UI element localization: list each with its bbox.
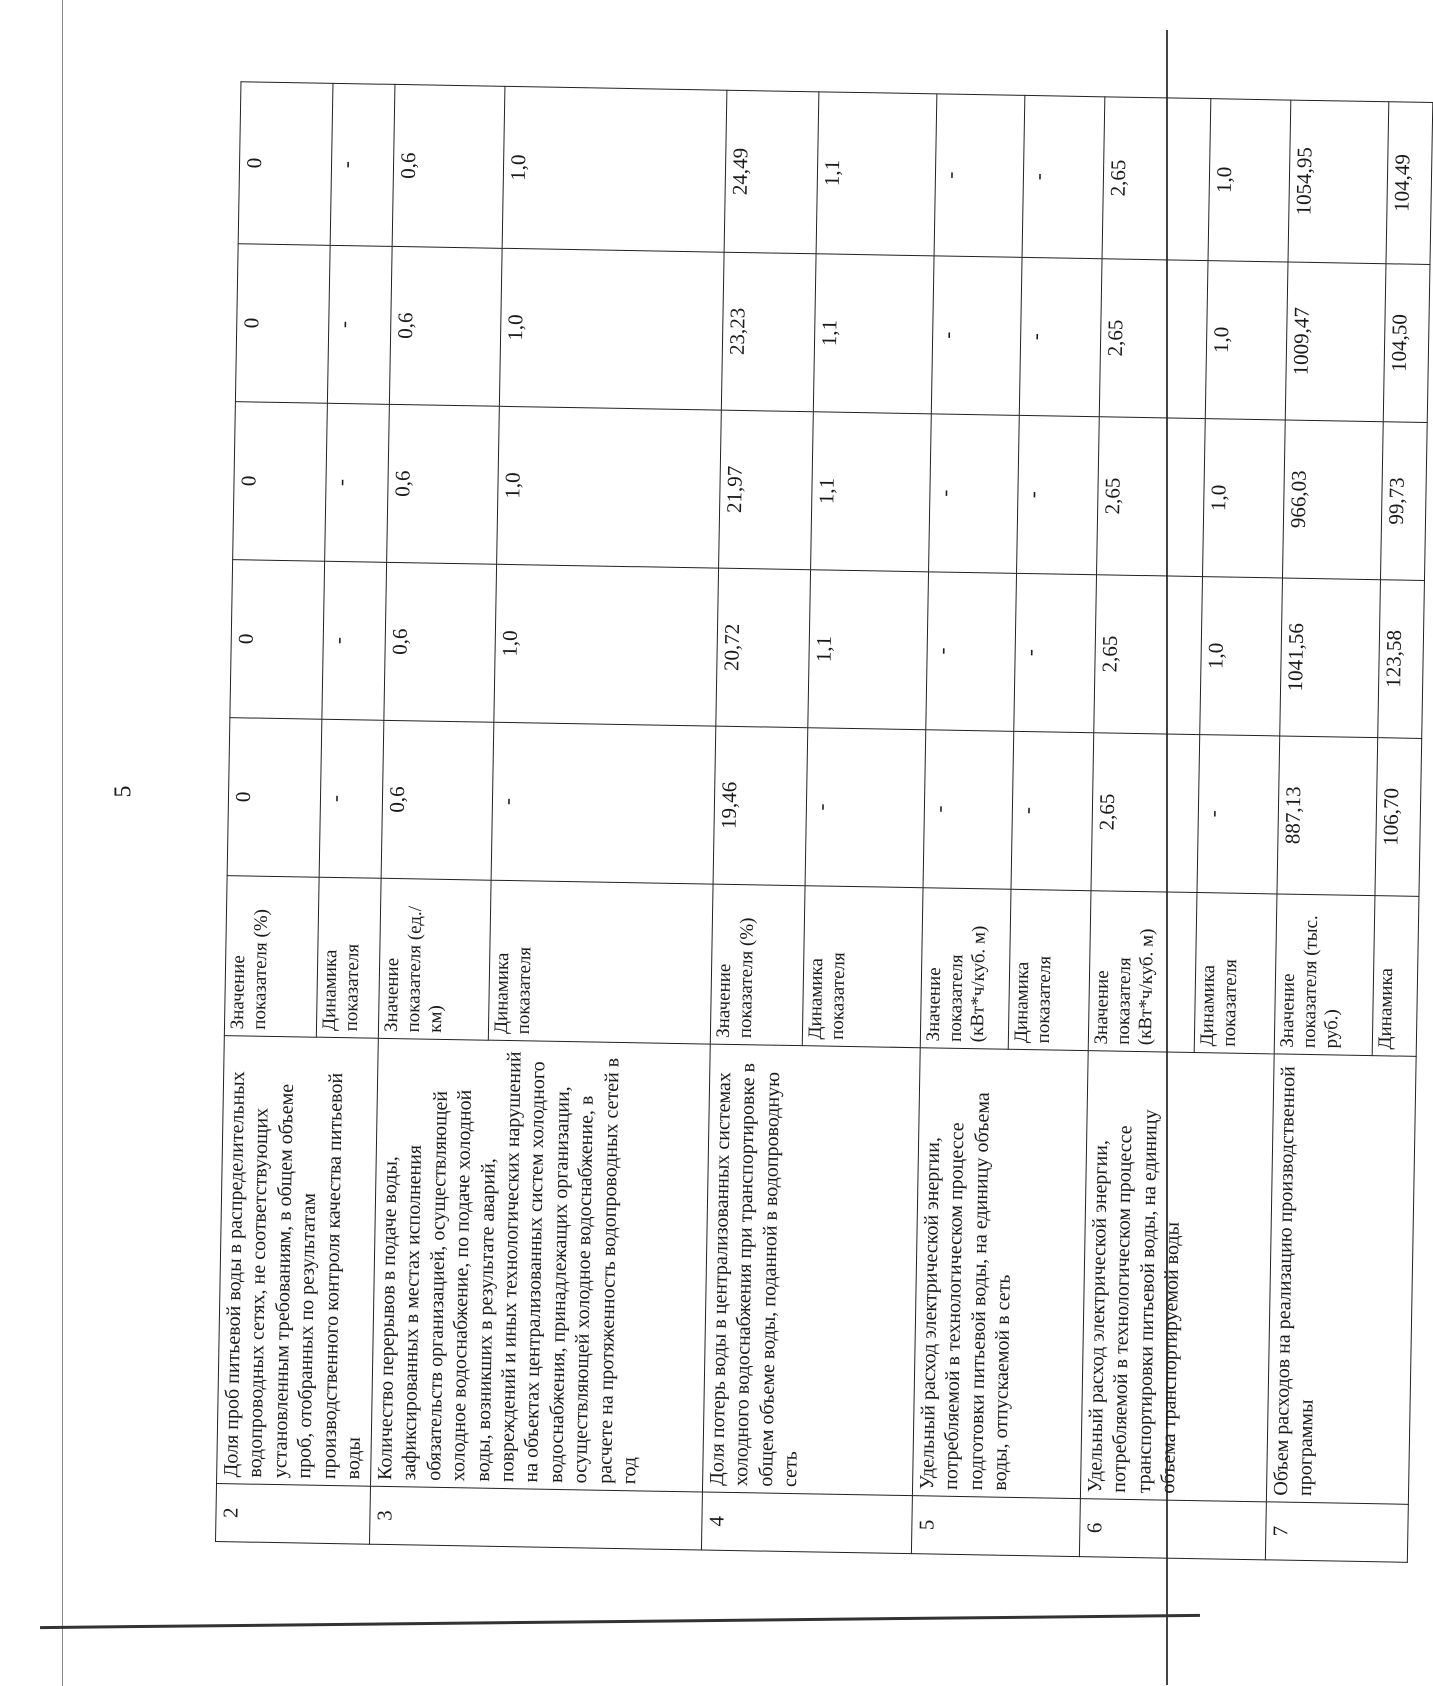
- value-cell: 19,46: [713, 726, 808, 886]
- indicator-name: Удельный расход электрической энергии, потребляемой в технологическом процессе транспортировки питьевой воды, на единицу объема транспортируемой воды: [1080, 1051, 1274, 1502]
- value-cell: 887,13: [1277, 736, 1378, 896]
- param-name: Значение показателя (ед./км): [378, 878, 491, 1040]
- value-cell: 1,0: [1205, 261, 1288, 420]
- indicator-name: Доля потерь воды в централизованных системах холодного водоснабжения при транспортировке в общем объеме воды, поданной в водопроводную сеть: [702, 1044, 920, 1496]
- indicator-name: Доля проб питьевой воды в распределительных водопроводных сетях, не соответствующих установленным требованиям, в общем объеме проб, отобранных по результатам производственного контроля качества питьевой воды: [217, 1036, 379, 1487]
- value-cell: -: [1017, 415, 1100, 574]
- value-cell: 0: [233, 402, 328, 562]
- page-number: 5: [110, 785, 137, 798]
- scan-bottom-edge: [40, 1614, 1200, 1629]
- value-cell: 2,65: [1102, 97, 1211, 261]
- value-cell: -: [934, 94, 1025, 258]
- param-name: Динамика показателя: [802, 886, 923, 1048]
- value-cell: 0: [230, 560, 325, 720]
- indicators-table: [215, 81, 1433, 1563]
- value-cell: 1,1: [813, 254, 934, 414]
- param-name: Значение показателя (кВт*ч/куб. м): [1088, 891, 1197, 1053]
- row-number: 3: [369, 1486, 702, 1550]
- value-cell: 1,0: [497, 406, 722, 568]
- value-cell: 1041,56: [1280, 578, 1381, 738]
- value-cell: 0: [235, 244, 330, 404]
- value-cell: 1054,95: [1288, 100, 1389, 264]
- scan-left-edge: [62, 0, 63, 1686]
- value-cell: 1,0: [502, 86, 727, 252]
- value-cell: 2,65: [1099, 259, 1208, 419]
- value-cell: 966,03: [1282, 420, 1383, 580]
- value-cell: -: [1011, 731, 1094, 890]
- value-cell: -: [1022, 95, 1105, 258]
- value-cell: 1,0: [1208, 99, 1291, 262]
- value-cell: -: [931, 256, 1022, 416]
- value-cell: -: [805, 728, 926, 888]
- param-name: Динамика показателя: [316, 877, 381, 1038]
- value-cell: 1,0: [494, 564, 719, 726]
- value-cell: 23,23: [721, 252, 816, 412]
- table-row: [216, 82, 333, 1543]
- table-body: [216, 82, 1433, 1563]
- param-name: Значение показателя (%): [224, 876, 319, 1038]
- value-cell: 1,0: [1200, 577, 1283, 736]
- value-cell: 1,1: [816, 92, 937, 256]
- value-cell: -: [929, 414, 1020, 574]
- param-name: Значение показателя (%): [710, 884, 805, 1046]
- value-cell: 0: [227, 718, 322, 878]
- value-cell: 104,50: [1383, 264, 1430, 423]
- row-number: 7: [1265, 1502, 1408, 1562]
- row-number: 6: [1079, 1499, 1266, 1560]
- value-cell: 104,49: [1386, 102, 1433, 265]
- value-cell: -: [319, 719, 384, 878]
- indicator-name: Объем расходов на реализацию производственной программы: [1266, 1054, 1416, 1504]
- value-cell: 1,1: [811, 412, 932, 572]
- value-cell: 106,70: [1375, 738, 1422, 897]
- param-name: Значение показателя (кВт*ч/куб. м): [920, 888, 1011, 1050]
- value-cell: 1009,47: [1285, 262, 1386, 422]
- value-cell: 0,6: [389, 246, 502, 406]
- value-cell: -: [923, 730, 1014, 890]
- value-cell: -: [1014, 573, 1097, 732]
- value-cell: 21,97: [719, 410, 814, 570]
- value-cell: 0,6: [392, 84, 505, 248]
- value-cell: 99,73: [1380, 422, 1427, 581]
- value-cell: 2,65: [1094, 575, 1203, 735]
- value-cell: 0: [238, 82, 333, 246]
- value-cell: -: [330, 83, 395, 246]
- value-cell: 0,6: [384, 562, 497, 722]
- rotated-table-wrapper: [215, 82, 1415, 1559]
- value-cell: 24,49: [724, 90, 819, 254]
- value-cell: -: [926, 572, 1017, 732]
- value-cell: 2,65: [1097, 417, 1206, 577]
- row-number: 5: [911, 1496, 1080, 1557]
- value-cell: -: [1197, 735, 1280, 894]
- value-cell: 0,6: [381, 720, 494, 880]
- param-name: Динамика: [1372, 896, 1419, 1057]
- value-cell: 1,1: [808, 570, 929, 730]
- value-cell: -: [327, 245, 392, 404]
- value-cell: 2,65: [1091, 733, 1200, 893]
- indicator-name: Количество перерывов в подаче воды, зафиксированных в местах исполнения обязательств организацией, осуществляющей холодное водоснабжение, по подаче холодной воды, возникших в результате аварий, повреждений и иных технологических нарушений на объектах централизованных систем холодного водоснабжения, принадлежащих организации, осуществляющей холодное водоснабжение, в расчете на протяженность водопроводных сетей в год: [370, 1038, 710, 1492]
- value-cell: 1,0: [1202, 419, 1285, 578]
- value-cell: -: [325, 403, 390, 562]
- value-cell: 20,72: [716, 568, 811, 728]
- value-cell: -: [1019, 257, 1102, 416]
- param-name: Значение показателя (тыс. руб.): [1274, 894, 1375, 1056]
- row-number: 4: [701, 1492, 912, 1554]
- row-number: 2: [216, 1484, 371, 1545]
- param-name: Динамика показателя: [1194, 893, 1277, 1054]
- value-cell: 0,6: [387, 404, 500, 564]
- value-cell: -: [322, 561, 387, 720]
- param-name: Динамика показателя: [488, 880, 713, 1044]
- value-cell: 1,0: [499, 248, 724, 410]
- value-cell: 123,58: [1378, 580, 1425, 739]
- indicator-name: Удельный расход электрической энергии, потребляемой в технологическом процессе подготовки питьевой воды, на единицу объема воды, отпускаемой в сеть: [912, 1048, 1088, 1499]
- param-name: Динамика показателя: [1008, 889, 1091, 1050]
- value-cell: -: [491, 722, 716, 884]
